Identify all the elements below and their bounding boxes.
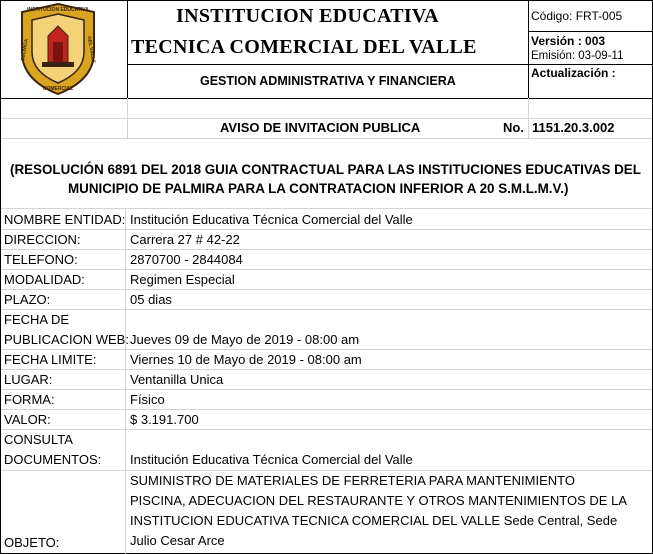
svg-text:INSTITUCION EDUCATIVA: INSTITUCION EDUCATIVA [27,7,89,13]
publicacion-label-line1: FECHA DE [4,312,70,327]
notice-title: AVISO DE INVITACION PUBLICA [220,120,421,135]
objeto-line2: PISCINA, ADECUACION DEL RESTAURANTE Y OTROS MANTENIMIENTOS DE LA [130,493,627,508]
entidad-value: Institución Educativa Técnica Comercial del Valle [130,212,413,227]
publicacion-value: Jueves 09 de Mayo de 2019 - 08:00 am [130,332,360,347]
consulta-value: Institución Educativa Técnica Comercial del Valle [130,452,413,467]
publicacion-label-line2: PUBLICACION WEB: [4,332,129,347]
codigo-divider [528,31,653,32]
plazo-label: PLAZO: [4,292,51,307]
grid-row-line [1,389,652,390]
grid-row-line [1,429,652,430]
limite-label: FECHA LIMITE: [4,352,97,367]
document-version: Versión : 003 [531,34,606,48]
emision-divider [528,64,653,65]
consulta-label-line2: DOCUMENTOS: [4,452,102,467]
grid-row-line [1,289,652,290]
valor-value: $ 3.191.700 [130,412,199,427]
svg-text:COMERCIAL: COMERCIAL [42,86,74,92]
direccion-label: DIRECCION: [4,232,81,247]
document-code: Código: FRT-005 [531,9,623,23]
resolution-line2: MUNICIPIO DE PALMIRA PARA LA CONTRATACION INFERIOR A 20 S.M.L.M.V.) [68,181,569,196]
valor-label: VALOR: [4,412,51,427]
grid-col-line [528,98,529,138]
grid-col-line [127,98,128,138]
objeto-line4: Julio Cesar Arce [130,533,225,548]
institution-title-line2: TECNICA COMERCIAL DEL VALLE [131,36,477,58]
entidad-label: NOMBRE ENTIDAD: [4,212,126,227]
grid-row-line [1,309,652,310]
forma-label: FORMA: [4,392,55,407]
grid-row-line [1,138,652,139]
code-divider [528,0,529,98]
institution-title-line1: INSTITUCION EDUCATIVA [176,5,439,27]
objeto-line1: SUMINISTRO DE MATERIALES DE FERRETERIA PARA MANTENIMIENTO [130,473,575,488]
document-update: Actualización : [531,66,616,80]
top-border [0,0,653,1]
document-emission: Emisión: 03-09-11 [531,50,624,62]
school-crest-icon [18,2,98,96]
svg-text:DEL VALLE: DEL VALLE [85,35,97,64]
management-subtitle: GESTION ADMINISTRATIVA Y FINANCIERA [200,74,456,88]
notice-number-label: No. [503,120,524,135]
modalidad-label: MODALIDAD: [4,272,85,287]
objeto-label: OBJETO: [4,535,60,550]
title-subtitle-divider [127,64,529,65]
resolution-line1: (RESOLUCIÓN 6891 DEL 2018 GUIA CONTRACTUAL PARA LAS INSTITUCIONES EDUCATIVAS DEL [10,162,641,177]
logo-divider [127,0,128,98]
lugar-value: Ventanilla Unica [130,372,224,387]
forma-value: Físico [130,392,165,407]
label-value-divider [125,208,126,554]
grid-row-line [1,409,652,410]
telefono-label: TELEFONO: [4,252,78,267]
grid-row-line [1,249,652,250]
grid-row-line [1,269,652,270]
consulta-label-line1: CONSULTA [4,432,73,447]
objeto-line3: INSTITUCION EDUCATIVA TECNICA COMERCIAL DEL VALLE Sede Central, Sede [130,513,618,528]
direccion-value: Carrera 27 # 42-22 [130,232,240,247]
telefono-value: 2870700 - 2844084 [130,252,243,267]
grid-row-line [1,208,652,209]
lugar-label: LUGAR: [4,372,53,387]
header-bottom [0,98,653,99]
modalidad-value: Regimen Especial [130,272,235,287]
plazo-value: 05 dias [130,292,172,307]
notice-number-value: 1151.20.3.002 [532,120,615,135]
svg-text:TECNICA: TECNICA [20,38,30,62]
limite-value: Viernes 10 de Mayo de 2019 - 08:00 am [130,352,362,367]
